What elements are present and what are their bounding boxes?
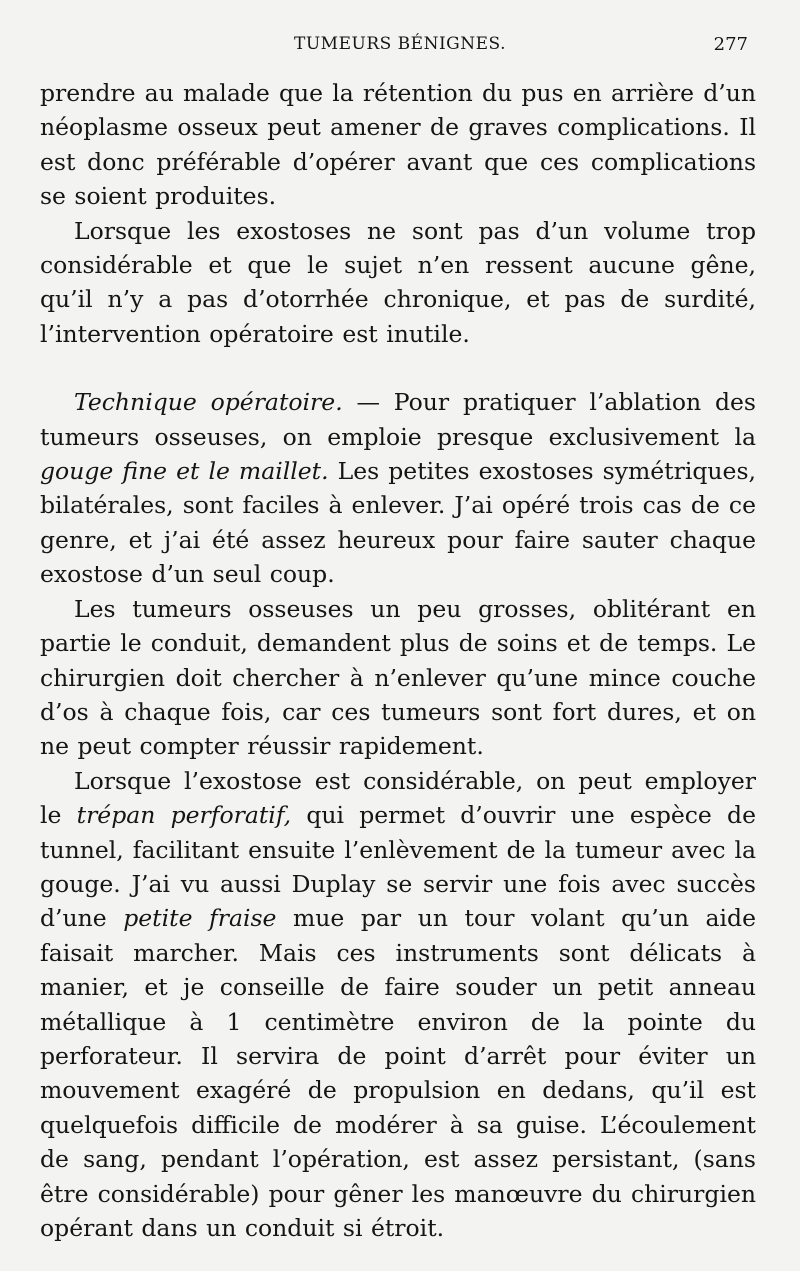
paragraph-3-italic: gouge fine et le maillet. <box>40 457 329 486</box>
paragraph-5 <box>40 764 756 1246</box>
paragraph-1-text: prendre au malade que la rétention du pus en arrière d’un néoplasme osseux peut amener de graves complications. Il est donc préférable d’opérer avant que ces complications se soient produites. <box>40 79 756 211</box>
body-text <box>40 76 756 1245</box>
paragraph-4 <box>40 592 756 764</box>
paragraph-2-text: Lorsque les exostoses ne sont pas d’un volume trop considérable et que le sujet n’en ressent aucune gêne, qu’il n’y a pas d’otorrhée chronique, et pas de surdité, l’intervention opératoire est inutile. <box>40 216 756 348</box>
section-heading: Technique opératoire. <box>74 388 343 417</box>
paragraph-5-italic-a: trépan perforatif, <box>76 801 292 830</box>
paragraph-4-text: Les tumeurs osseuses un peu grosses, oblitérant en partie le conduit, demandent plus de soins et de temps. Le chirurgien doit chercher à n’enlever qu’une mince couche d’os à chaque fois, car ces tumeurs sont fort dures, et on ne peut compter réussir rapidement. <box>40 594 756 761</box>
paragraph-5-italic-b: petite fraise <box>123 904 277 933</box>
running-title: TUMEURS BÉNIGNES. <box>294 34 506 54</box>
paragraph-3-text-b: Les petites exostoses symétriques, bilatérales, sont faciles à enlever. J’ai opéré trois cas de ce genre, et j’ai été assez heureux pour faire sauter chaque exostose d’un seul coup. <box>40 457 756 589</box>
paragraph-5-text-a: Lorsque l’exostose est considérable, on peut employer le <box>40 766 756 830</box>
paragraph-5-text-b: qui permet d’ouvrir une espèce de tunnel, facilitant ensuite l’enlèvement de la tumeur avec la gouge. J’ai vu aussi Duplay se servir une fois avec succès d’une <box>40 801 756 933</box>
paragraph-1 <box>40 76 756 214</box>
page-number: 277 <box>713 34 748 55</box>
paragraph-2 <box>40 214 756 352</box>
paragraph-3-text-a: — Pour pratiquer l’ablation des tumeurs osseuses, on emploie presque exclusivement la <box>40 388 756 451</box>
paragraph-5-text-c: mue par un tour volant qu’un aide faisait marcher. Mais ces instruments sont délicats à manier, et je conseille de faire souder un petit anneau métallique à 1 centimètre environ de la pointe du perforateur. Il servira de point d’arrêt pour éviter un mouvement exagéré de propulsion en dedans, qu’il est quelquefois difficile de modérer à sa guise. L’écoulement de sang, pendant l’opération, est assez persistant, (sans être considérable) pour gêner les manœuvre du chirurgien opérant dans un conduit si étroit. <box>40 904 757 1242</box>
page-header <box>0 34 800 64</box>
paragraph-3 <box>40 385 756 591</box>
